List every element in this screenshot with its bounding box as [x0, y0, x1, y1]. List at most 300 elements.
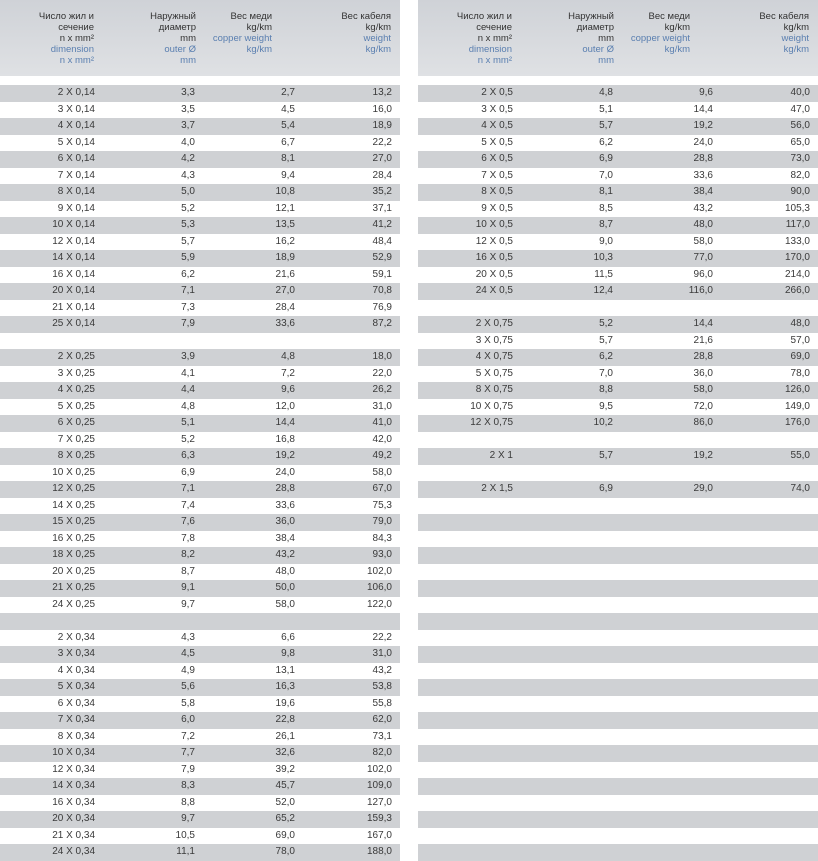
cell-weight: 42,0 — [372, 433, 392, 445]
header-dimension-en: dimension n x mm² — [50, 44, 94, 66]
cell-copper-weight: 43,2 — [275, 549, 295, 560]
table-row — [0, 267, 400, 284]
cell-copper-weight: 21,6 — [693, 334, 713, 346]
cell-copper-weight: 52,0 — [275, 796, 295, 808]
cell-outer-diameter: 7,3 — [181, 301, 195, 313]
cell-weight: 122,0 — [366, 598, 392, 610]
cell-weight: 18,0 — [372, 351, 392, 362]
cell-outer-diameter: 5,6 — [181, 681, 195, 692]
cell-copper-weight: 28,8 — [693, 153, 713, 164]
cell-weight: 87,2 — [372, 318, 392, 329]
table-row — [418, 267, 818, 284]
cell-copper-weight: 14,4 — [693, 103, 713, 115]
cell-copper-weight: 28,8 — [693, 351, 713, 362]
cell-dimension: 21 X 0,25 — [52, 582, 95, 593]
cell-outer-diameter: 5,2 — [181, 433, 195, 445]
cell-weight: 40,0 — [790, 87, 810, 98]
cell-copper-weight: 16,8 — [275, 433, 295, 445]
cell-dimension: 3 X 0,14 — [57, 103, 95, 115]
cell-outer-diameter: 7,0 — [599, 367, 613, 379]
cell-copper-weight: 27,0 — [275, 285, 295, 296]
table-row — [418, 762, 818, 779]
cell-outer-diameter: 11,5 — [594, 268, 613, 280]
table-row — [0, 630, 400, 647]
cell-outer-diameter: 7,0 — [599, 169, 613, 181]
cell-outer-diameter: 9,5 — [599, 400, 613, 412]
cell-dimension: 20 X 0,14 — [52, 285, 95, 296]
cell-weight: 55,8 — [372, 697, 392, 709]
cell-copper-weight: 33,6 — [693, 169, 713, 181]
cell-copper-weight: 29,0 — [693, 483, 713, 494]
cell-weight: 266,0 — [784, 285, 810, 296]
cell-copper-weight: 16,2 — [275, 235, 295, 247]
table-row — [0, 399, 400, 416]
cell-weight: 22,2 — [372, 136, 392, 148]
cell-dimension: 20 X 0,25 — [52, 565, 95, 577]
header-copper-weight-en: copper weight kg/km — [630, 33, 690, 55]
cell-outer-diameter: 7,6 — [181, 516, 195, 527]
table-row — [418, 811, 818, 828]
cell-copper-weight: 5,4 — [281, 120, 295, 131]
table-row — [418, 729, 818, 746]
cell-outer-diameter: 6,2 — [599, 351, 613, 362]
cell-weight: 106,0 — [366, 582, 392, 593]
cell-outer-diameter: 8,3 — [181, 780, 195, 791]
cell-dimension: 10 X 0,14 — [52, 219, 95, 230]
table-row — [0, 135, 400, 152]
cell-outer-diameter: 4,8 — [181, 400, 195, 412]
cell-dimension: 21 X 0,34 — [52, 829, 95, 841]
cell-copper-weight: 12,0 — [275, 400, 295, 412]
cell-outer-diameter: 7,1 — [181, 483, 195, 494]
header-weight-ru: Вес кабеля kg/km — [341, 11, 391, 33]
header-copper-weight-ru: Вес меди kg/km — [648, 11, 690, 33]
cell-weight: 58,0 — [372, 466, 392, 478]
cell-weight: 102,0 — [366, 565, 392, 577]
cell-outer-diameter: 10,5 — [175, 829, 195, 841]
table-row — [0, 580, 400, 597]
cell-weight: 90,0 — [790, 186, 810, 197]
cell-outer-diameter: 3,7 — [181, 120, 195, 131]
header-weight-ru: Вес кабеля kg/km — [759, 11, 809, 33]
cell-weight: 16,0 — [372, 103, 392, 115]
cell-dimension: 8 X 0,75 — [475, 384, 513, 395]
cell-weight: 37,1 — [372, 202, 392, 214]
table-row — [0, 432, 400, 449]
cell-weight: 105,3 — [784, 202, 810, 214]
cell-weight: 167,0 — [366, 829, 392, 841]
cell-outer-diameter: 5,3 — [181, 219, 195, 230]
cell-dimension: 2 X 0,5 — [481, 87, 513, 98]
cell-weight: 79,0 — [372, 516, 392, 527]
cell-dimension: 12 X 0,75 — [470, 417, 513, 428]
cell-copper-weight: 18,9 — [275, 252, 295, 263]
cell-outer-diameter: 8,5 — [599, 202, 613, 214]
cell-outer-diameter: 8,2 — [181, 549, 195, 560]
table-row — [0, 745, 400, 762]
cell-outer-diameter: 6,2 — [181, 268, 195, 280]
table-row — [418, 597, 818, 614]
cell-dimension: 20 X 0,34 — [52, 813, 95, 824]
cell-copper-weight: 36,0 — [693, 367, 713, 379]
cell-weight: 73,1 — [372, 730, 392, 742]
header-weight — [291, 11, 391, 55]
cell-dimension: 4 X 0,25 — [57, 384, 95, 395]
table-row — [418, 498, 818, 515]
cell-dimension: 3 X 0,75 — [475, 334, 513, 346]
cell-dimension: 7 X 0,5 — [481, 169, 513, 181]
table-row — [0, 283, 400, 300]
table-row — [418, 630, 818, 647]
cell-dimension: 10 X 0,25 — [52, 466, 95, 478]
cell-weight: 26,2 — [372, 384, 392, 395]
cell-copper-weight: 96,0 — [693, 268, 713, 280]
cell-weight: 67,0 — [372, 483, 392, 494]
cell-copper-weight: 24,0 — [693, 136, 713, 148]
cell-dimension: 20 X 0,5 — [475, 268, 513, 280]
cell-dimension: 14 X 0,34 — [52, 780, 95, 791]
cell-weight: 149,0 — [784, 400, 810, 412]
table-row — [418, 217, 818, 234]
cell-outer-diameter: 7,9 — [181, 318, 195, 329]
table-row — [0, 151, 400, 168]
cell-outer-diameter: 7,4 — [181, 499, 195, 511]
table-row — [418, 118, 818, 135]
table-row — [0, 316, 400, 333]
header-outer-diameter-en: outer Ø mm — [582, 44, 614, 66]
table-row — [418, 514, 818, 531]
cell-weight: 159,3 — [366, 813, 392, 824]
table-row — [418, 465, 818, 482]
cell-dimension: 14 X 0,14 — [52, 252, 95, 263]
cell-dimension: 9 X 0,14 — [57, 202, 95, 214]
table-row — [0, 465, 400, 482]
cell-copper-weight: 33,6 — [275, 318, 295, 329]
cell-outer-diameter: 5,1 — [181, 417, 195, 428]
table-row — [418, 316, 818, 333]
cell-copper-weight: 65,2 — [275, 813, 295, 824]
cell-outer-diameter: 5,2 — [181, 202, 195, 214]
cell-dimension: 2 X 1,5 — [481, 483, 513, 494]
cell-weight: 31,0 — [372, 648, 392, 659]
cell-copper-weight: 77,0 — [693, 252, 713, 263]
header-weight-en: weight kg/km — [781, 33, 809, 55]
header-dimension-ru: Число жил и сечение n x mm² — [38, 11, 94, 44]
table-row — [0, 184, 400, 201]
cell-weight: 57,0 — [790, 334, 810, 346]
cell-weight: 127,0 — [366, 796, 392, 808]
table-row — [418, 250, 818, 267]
cell-weight: 41,2 — [372, 219, 392, 230]
cell-dimension: 12 X 0,25 — [52, 483, 95, 494]
table-row — [418, 300, 818, 317]
cell-copper-weight: 9,4 — [281, 169, 295, 181]
cell-outer-diameter: 6,0 — [181, 714, 195, 725]
table-body — [0, 85, 400, 861]
cell-outer-diameter: 7,8 — [181, 532, 195, 544]
cell-dimension: 24 X 0,34 — [52, 846, 95, 857]
table-row — [418, 184, 818, 201]
table-row — [418, 349, 818, 366]
cell-copper-weight: 4,8 — [281, 351, 295, 362]
cell-dimension: 10 X 0,34 — [52, 747, 95, 758]
cell-dimension: 24 X 0,5 — [475, 285, 513, 296]
table-row — [418, 168, 818, 185]
cell-weight: 74,0 — [790, 483, 810, 494]
table-row — [0, 646, 400, 663]
cell-copper-weight: 14,4 — [275, 417, 295, 428]
cell-weight: 93,0 — [372, 549, 392, 560]
table-row — [0, 102, 400, 119]
cell-outer-diameter: 7,7 — [181, 747, 195, 758]
cell-dimension: 5 X 0,5 — [481, 136, 513, 148]
cell-weight: 52,9 — [372, 252, 392, 263]
table-row — [418, 844, 818, 861]
cell-dimension: 2 X 0,34 — [57, 631, 95, 643]
table-row — [418, 564, 818, 581]
cell-weight: 84,3 — [372, 532, 392, 544]
cell-weight: 35,2 — [372, 186, 392, 197]
cell-outer-diameter: 8,8 — [599, 384, 613, 395]
cell-copper-weight: 78,0 — [275, 846, 295, 857]
cell-outer-diameter: 6,3 — [181, 450, 195, 461]
table-body — [418, 85, 818, 861]
cell-copper-weight: 58,0 — [693, 235, 713, 247]
cell-dimension: 25 X 0,14 — [52, 318, 95, 329]
cell-dimension: 5 X 0,75 — [475, 367, 513, 379]
cell-copper-weight: 2,7 — [281, 87, 295, 98]
table-row — [0, 333, 400, 350]
cell-copper-weight: 19,2 — [693, 120, 713, 131]
cell-dimension: 12 X 0,5 — [475, 235, 513, 247]
cell-copper-weight: 22,8 — [275, 714, 295, 725]
header-weight — [709, 11, 809, 55]
cell-copper-weight: 58,0 — [693, 384, 713, 395]
header-outer-diameter-ru: Наружный диаметр mm — [568, 11, 614, 44]
cell-dimension: 6 X 0,25 — [57, 417, 95, 428]
cell-outer-diameter: 6,2 — [599, 136, 613, 148]
cell-dimension: 16 X 0,5 — [475, 252, 513, 263]
cell-weight: 133,0 — [784, 235, 810, 247]
table-row — [0, 498, 400, 515]
header-dimension — [446, 11, 512, 66]
cell-weight: 56,0 — [790, 120, 810, 131]
cell-copper-weight: 13,1 — [275, 664, 295, 676]
cell-dimension: 3 X 0,5 — [481, 103, 513, 115]
table-row — [0, 844, 400, 861]
table-row — [0, 234, 400, 251]
table-row — [418, 613, 818, 630]
cell-dimension: 6 X 0,14 — [57, 153, 95, 164]
cell-outer-diameter: 8,1 — [599, 186, 613, 197]
header-dimension — [28, 11, 94, 66]
cell-dimension: 9 X 0,5 — [481, 202, 513, 214]
cell-dimension: 2 X 0,75 — [475, 318, 513, 329]
cell-dimension: 24 X 0,25 — [52, 598, 95, 610]
table-row — [0, 762, 400, 779]
table-row — [0, 481, 400, 498]
cell-weight: 41,0 — [372, 417, 392, 428]
cell-dimension: 21 X 0,14 — [52, 301, 95, 313]
table-header — [0, 0, 400, 76]
cell-outer-diameter: 5,2 — [599, 318, 613, 329]
cell-outer-diameter: 4,9 — [181, 664, 195, 676]
table-row — [0, 597, 400, 614]
cell-weight: 53,8 — [372, 681, 392, 692]
table-row — [0, 613, 400, 630]
table-row — [418, 234, 818, 251]
cell-weight: 48,4 — [372, 235, 392, 247]
cell-outer-diameter: 4,3 — [181, 631, 195, 643]
cell-dimension: 3 X 0,34 — [57, 648, 95, 659]
cell-dimension: 2 X 0,25 — [57, 351, 95, 362]
cell-copper-weight: 12,1 — [275, 202, 295, 214]
cell-copper-weight: 48,0 — [693, 219, 713, 230]
cell-dimension: 8 X 0,25 — [57, 450, 95, 461]
cell-dimension: 4 X 0,5 — [481, 120, 513, 131]
cell-copper-weight: 4,5 — [281, 103, 295, 115]
table-row — [418, 547, 818, 564]
cell-outer-diameter: 9,0 — [599, 235, 613, 247]
table-row — [418, 580, 818, 597]
cell-copper-weight: 33,6 — [275, 499, 295, 511]
cell-dimension: 5 X 0,14 — [57, 136, 95, 148]
cell-dimension: 8 X 0,5 — [481, 186, 513, 197]
cell-weight: 55,0 — [790, 450, 810, 461]
table-row — [0, 349, 400, 366]
cell-weight: 18,9 — [372, 120, 392, 131]
table-row — [418, 432, 818, 449]
table-row — [0, 712, 400, 729]
cell-outer-diameter: 9,7 — [181, 813, 195, 824]
cell-copper-weight: 9,6 — [281, 384, 295, 395]
table-row — [0, 547, 400, 564]
cell-weight: 31,0 — [372, 400, 392, 412]
cell-weight: 214,0 — [784, 268, 810, 280]
header-copper-weight-ru: Вес меди kg/km — [230, 11, 272, 33]
cell-outer-diameter: 4,4 — [181, 384, 195, 395]
cell-outer-diameter: 4,2 — [181, 153, 195, 164]
cell-weight: 75,3 — [372, 499, 392, 511]
cell-dimension: 4 X 0,14 — [57, 120, 95, 131]
cell-outer-diameter: 4,1 — [181, 367, 195, 379]
table-row — [418, 201, 818, 218]
cell-dimension: 8 X 0,14 — [57, 186, 95, 197]
table-row — [0, 564, 400, 581]
cell-outer-diameter: 8,7 — [181, 565, 195, 577]
cell-weight: 188,0 — [366, 846, 392, 857]
cell-copper-weight: 21,6 — [275, 268, 295, 280]
header-outer-diameter-en: outer Ø mm — [164, 44, 196, 66]
table-row — [418, 283, 818, 300]
cell-copper-weight: 38,4 — [693, 186, 713, 197]
table-row — [0, 201, 400, 218]
cell-weight: 82,0 — [372, 747, 392, 758]
table-row — [0, 250, 400, 267]
cell-outer-diameter: 5,9 — [181, 252, 195, 263]
cell-copper-weight: 6,7 — [281, 136, 295, 148]
cell-outer-diameter: 4,8 — [599, 87, 613, 98]
table-row — [0, 415, 400, 432]
cell-weight: 176,0 — [784, 417, 810, 428]
cell-copper-weight: 43,2 — [693, 202, 713, 214]
cell-outer-diameter: 5,0 — [181, 186, 195, 197]
table-row — [0, 85, 400, 102]
cell-dimension: 12 X 0,34 — [52, 763, 95, 775]
cell-copper-weight: 24,0 — [275, 466, 295, 478]
cell-outer-diameter: 7,2 — [181, 730, 195, 742]
cell-dimension: 10 X 0,5 — [475, 219, 513, 230]
cell-outer-diameter: 5,8 — [181, 697, 195, 709]
table-row — [418, 399, 818, 416]
cell-weight: 43,2 — [372, 664, 392, 676]
cell-dimension: 7 X 0,34 — [57, 714, 95, 725]
cell-outer-diameter: 3,3 — [181, 87, 195, 98]
table-row — [418, 778, 818, 795]
table-row — [418, 151, 818, 168]
header-dimension-ru: Число жил и сечение n x mm² — [456, 11, 512, 44]
cell-dimension: 16 X 0,14 — [52, 268, 95, 280]
cell-weight: 82,0 — [790, 169, 810, 181]
cell-weight: 117,0 — [785, 219, 810, 230]
cell-weight: 76,9 — [372, 301, 392, 313]
cell-copper-weight: 38,4 — [275, 532, 295, 544]
cell-copper-weight: 86,0 — [693, 417, 713, 428]
cell-outer-diameter: 5,7 — [599, 450, 613, 461]
table-row — [418, 102, 818, 119]
cell-dimension: 16 X 0,25 — [52, 532, 95, 544]
table-row — [418, 646, 818, 663]
cell-weight: 70,8 — [372, 285, 392, 296]
cell-copper-weight: 50,0 — [275, 582, 295, 593]
right-table — [418, 0, 818, 861]
cell-copper-weight: 19,6 — [275, 697, 295, 709]
cell-dimension: 16 X 0,34 — [52, 796, 95, 808]
cell-copper-weight: 6,6 — [281, 631, 295, 643]
table-row — [0, 795, 400, 812]
cell-outer-diameter: 10,2 — [593, 417, 613, 428]
cell-copper-weight: 28,4 — [275, 301, 295, 313]
table-row — [0, 514, 400, 531]
cell-copper-weight: 26,1 — [275, 730, 295, 742]
cell-copper-weight: 32,6 — [275, 747, 295, 758]
cell-weight: 28,4 — [372, 169, 392, 181]
table-row — [0, 663, 400, 680]
table-header — [418, 0, 818, 76]
cell-outer-diameter: 4,0 — [181, 136, 195, 148]
cell-copper-weight: 69,0 — [275, 829, 295, 841]
header-outer-diameter-ru: Наружный диаметр mm — [150, 11, 196, 44]
cell-copper-weight: 48,0 — [275, 565, 295, 577]
table-row — [0, 778, 400, 795]
cell-copper-weight: 58,0 — [275, 598, 295, 610]
cell-copper-weight: 45,7 — [275, 780, 295, 791]
table-row — [418, 135, 818, 152]
cell-weight: 13,2 — [372, 87, 392, 98]
table-row — [418, 828, 818, 845]
cell-weight: 109,0 — [366, 780, 392, 791]
cell-weight: 126,0 — [784, 384, 810, 395]
table-row — [418, 382, 818, 399]
cell-copper-weight: 14,4 — [693, 318, 713, 329]
cell-outer-diameter: 6,9 — [599, 153, 613, 164]
cell-dimension: 5 X 0,25 — [57, 400, 95, 412]
cell-copper-weight: 7,2 — [281, 367, 295, 379]
table-row — [0, 168, 400, 185]
cell-copper-weight: 39,2 — [275, 763, 295, 775]
cell-copper-weight: 10,8 — [275, 186, 295, 197]
cell-dimension: 7 X 0,14 — [57, 169, 95, 181]
